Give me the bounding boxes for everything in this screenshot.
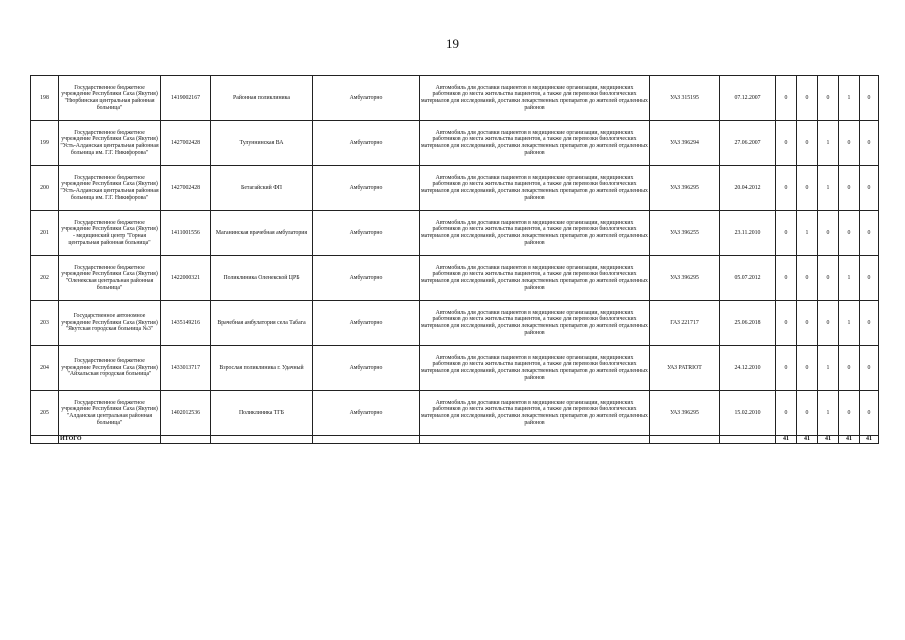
cell-count-3: 0 bbox=[818, 301, 839, 346]
cell-care-type: Амбулаторно bbox=[313, 256, 420, 301]
total-v2: 41 bbox=[797, 436, 818, 444]
cell-vehicle-purpose: Автомобиль для доставки пациентов в медицинские организации, медицинских работников до места жительства пациентов, а также для перевозки биологических материалов для исследований, доставки лекарственных препаратов до жителей отдаленных районов bbox=[420, 211, 650, 256]
cell-vehicle-purpose: Автомобиль для доставки пациентов в медицинские организации, медицинских работников до места жительства пациентов, а также для перевозки биологических материалов для исследований, доставки лекарственных препаратов до жителей отдаленных районов bbox=[420, 166, 650, 211]
cell-count-2: 0 bbox=[797, 256, 818, 301]
cell-vehicle-date: 20.04.2012 bbox=[720, 166, 776, 211]
cell-row-number: 205 bbox=[31, 391, 59, 436]
cell-row-number: 199 bbox=[31, 121, 59, 166]
cell-department: Поликлиника Оленекской ЦРБ bbox=[211, 256, 313, 301]
cell-count-2: 0 bbox=[797, 301, 818, 346]
cell-count-3: 0 bbox=[818, 256, 839, 301]
cell-care-type: Амбулаторно bbox=[313, 76, 420, 121]
cell-vehicle-model: ГАЗ 221717 bbox=[650, 301, 720, 346]
table-row bbox=[31, 346, 879, 391]
cell-inn: 1427002428 bbox=[161, 166, 211, 211]
cell-count-5: 0 bbox=[860, 76, 879, 121]
cell-count-2: 0 bbox=[797, 121, 818, 166]
vehicle-registry-table bbox=[30, 75, 879, 444]
cell-vehicle-purpose: Автомобиль для доставки пациентов в медицинские организации, медицинских работников до места жительства пациентов, а также для перевозки биологических материалов для исследований, доставки лекарственных препаратов до жителей отдаленных районов bbox=[420, 301, 650, 346]
cell-vehicle-date: 24.12.2010 bbox=[720, 346, 776, 391]
cell-department: Врачебная амбулатория села Табага bbox=[211, 301, 313, 346]
cell-inn: 1435149216 bbox=[161, 301, 211, 346]
cell-care-type: Амбулаторно bbox=[313, 121, 420, 166]
cell-row-number: 202 bbox=[31, 256, 59, 301]
cell-vehicle-purpose: Автомобиль для доставки пациентов в медицинские организации, медицинских работников до места жительства пациентов, а также для перевозки биологических материалов для исследований, доставки лекарственных препаратов до жителей отдаленных районов bbox=[420, 121, 650, 166]
total-row bbox=[31, 436, 879, 444]
cell-vehicle-date: 27.06.2007 bbox=[720, 121, 776, 166]
cell-count-2: 0 bbox=[797, 391, 818, 436]
total-v3: 41 bbox=[818, 436, 839, 444]
cell-row-number: 201 bbox=[31, 211, 59, 256]
cell-vehicle-date: 23.11.2010 bbox=[720, 211, 776, 256]
total-label: ИТОГО bbox=[59, 436, 161, 444]
cell-count-4: 0 bbox=[839, 166, 860, 211]
cell-count-4: 1 bbox=[839, 256, 860, 301]
cell-count-1: 0 bbox=[776, 256, 797, 301]
cell-organization-name: Государственное автономное учреждение Республики Саха (Якутия) "Якутская городская больница №3" bbox=[59, 301, 161, 346]
cell-department: Поликлиника ТГБ bbox=[211, 391, 313, 436]
cell-empty bbox=[211, 436, 313, 444]
cell-count-1: 0 bbox=[776, 346, 797, 391]
cell-count-1: 0 bbox=[776, 76, 797, 121]
cell-count-3: 1 bbox=[818, 346, 839, 391]
cell-empty bbox=[720, 436, 776, 444]
cell-count-5: 0 bbox=[860, 121, 879, 166]
cell-inn: 1433013717 bbox=[161, 346, 211, 391]
cell-care-type: Амбулаторно bbox=[313, 166, 420, 211]
table-row bbox=[31, 121, 879, 166]
cell-inn: 1427002428 bbox=[161, 121, 211, 166]
cell-care-type: Амбулаторно bbox=[313, 346, 420, 391]
cell-department: Маганинская врачебная амбулатория bbox=[211, 211, 313, 256]
cell-inn: 1419002167 bbox=[161, 76, 211, 121]
table-row bbox=[31, 166, 879, 211]
cell-count-1: 0 bbox=[776, 301, 797, 346]
cell-inn: 1402012536 bbox=[161, 391, 211, 436]
cell-organization-name: Государственное бюджетное учреждение Республики Саха (Якутия) "Оленекская центральная районная больница" bbox=[59, 256, 161, 301]
cell-care-type: Амбулаторно bbox=[313, 391, 420, 436]
cell-row-number: 203 bbox=[31, 301, 59, 346]
cell-empty bbox=[650, 436, 720, 444]
cell-count-4: 1 bbox=[839, 301, 860, 346]
cell-vehicle-purpose: Автомобиль для доставки пациентов в медицинские организации, медицинских работников до места жительства пациентов, а также для перевозки биологических материалов для исследований, доставки лекарственных препаратов до жителей отдаленных районов bbox=[420, 76, 650, 121]
cell-count-5: 0 bbox=[860, 211, 879, 256]
cell-empty bbox=[313, 436, 420, 444]
cell-count-5: 0 bbox=[860, 256, 879, 301]
cell-count-4: 1 bbox=[839, 76, 860, 121]
cell-count-3: 1 bbox=[818, 121, 839, 166]
cell-count-3: 1 bbox=[818, 391, 839, 436]
cell-empty bbox=[31, 436, 59, 444]
cell-count-4: 0 bbox=[839, 346, 860, 391]
cell-count-1: 0 bbox=[776, 211, 797, 256]
cell-organization-name: Государственное бюджетное учреждение Республики Саха (Якутия) "Алданская центральная районная больница" bbox=[59, 391, 161, 436]
cell-count-5: 0 bbox=[860, 346, 879, 391]
cell-organization-name: Государственное бюджетное учреждение Республики Саха (Якутия) - медицинский центр "Горная центральная районная больница" bbox=[59, 211, 161, 256]
total-v4: 41 bbox=[839, 436, 860, 444]
cell-vehicle-model: УАЗ PATRIOT bbox=[650, 346, 720, 391]
cell-count-5: 0 bbox=[860, 166, 879, 211]
cell-count-5: 0 bbox=[860, 301, 879, 346]
cell-department: Взрослая поликлиника г. Удачный bbox=[211, 346, 313, 391]
total-v1: 41 bbox=[776, 436, 797, 444]
cell-care-type: Амбулаторно bbox=[313, 211, 420, 256]
cell-vehicle-purpose: Автомобиль для доставки пациентов в медицинские организации, медицинских работников до места жительства пациентов, а также для перевозки биологических материалов для исследований, доставки лекарственных препаратов до жителей отдаленных районов bbox=[420, 256, 650, 301]
cell-count-3: 0 bbox=[818, 211, 839, 256]
cell-inn: 1422000321 bbox=[161, 256, 211, 301]
cell-count-5: 0 bbox=[860, 391, 879, 436]
cell-vehicle-date: 15.02.2010 bbox=[720, 391, 776, 436]
cell-count-4: 0 bbox=[839, 211, 860, 256]
cell-organization-name: Государственное бюджетное учреждение Республики Саха (Якутия) "Айхальская городская больница" bbox=[59, 346, 161, 391]
cell-row-number: 198 bbox=[31, 76, 59, 121]
cell-vehicle-purpose: Автомобиль для доставки пациентов в медицинские организации, медицинских работников до места жительства пациентов, а также для перевозки биологических материалов для исследований, доставки лекарственных препаратов до жителей отдаленных районов bbox=[420, 346, 650, 391]
cell-inn: 1411001556 bbox=[161, 211, 211, 256]
cell-vehicle-model: УАЗ 396294 bbox=[650, 121, 720, 166]
cell-vehicle-model: УАЗ 396255 bbox=[650, 211, 720, 256]
cell-row-number: 200 bbox=[31, 166, 59, 211]
table-row bbox=[31, 301, 879, 346]
cell-count-2: 1 bbox=[797, 211, 818, 256]
cell-department: Бетагайский ФП bbox=[211, 166, 313, 211]
cell-vehicle-model: УАЗ 315195 bbox=[650, 76, 720, 121]
cell-vehicle-date: 25.06.2018 bbox=[720, 301, 776, 346]
cell-vehicle-model: УАЗ 396295 bbox=[650, 256, 720, 301]
cell-count-4: 0 bbox=[839, 391, 860, 436]
table-body bbox=[31, 76, 879, 444]
cell-organization-name: Государственное бюджетное учреждение Республики Саха (Якутия) "Усть-Алданская центральная районная больница им. Г.Г. Никифорова" bbox=[59, 166, 161, 211]
cell-department: Районная поликлиника bbox=[211, 76, 313, 121]
cell-count-3: 1 bbox=[818, 166, 839, 211]
table-row bbox=[31, 391, 879, 436]
cell-empty bbox=[420, 436, 650, 444]
cell-row-number: 204 bbox=[31, 346, 59, 391]
cell-vehicle-date: 05.07.2012 bbox=[720, 256, 776, 301]
table-row bbox=[31, 76, 879, 121]
cell-care-type: Амбулаторно bbox=[313, 301, 420, 346]
cell-count-3: 0 bbox=[818, 76, 839, 121]
page-number: 19 bbox=[446, 36, 459, 51]
cell-vehicle-purpose: Автомобиль для доставки пациентов в медицинские организации, медицинских работников до места жительства пациентов, а также для перевозки биологических материалов для исследований, доставки лекарственных препаратов до жителей отдаленных районов bbox=[420, 391, 650, 436]
cell-organization-name: Государственное бюджетное учреждение Республики Саха (Якутия) "Усть-Алданская центральная районная больница им. Г.Г. Никифорова" bbox=[59, 121, 161, 166]
cell-count-1: 0 bbox=[776, 391, 797, 436]
table-row bbox=[31, 256, 879, 301]
cell-count-2: 0 bbox=[797, 76, 818, 121]
table-row bbox=[31, 211, 879, 256]
cell-count-2: 0 bbox=[797, 346, 818, 391]
cell-organization-name: Государственное бюджетное учреждение Республики Саха (Якутия) "Нюрбинская центральная районная больница" bbox=[59, 76, 161, 121]
cell-count-2: 0 bbox=[797, 166, 818, 211]
cell-empty bbox=[161, 436, 211, 444]
cell-count-1: 0 bbox=[776, 121, 797, 166]
cell-department: Тулуннинская ВА bbox=[211, 121, 313, 166]
cell-vehicle-model: УАЗ 396295 bbox=[650, 391, 720, 436]
cell-vehicle-model: УАЗ 396295 bbox=[650, 166, 720, 211]
cell-vehicle-date: 07.12.2007 bbox=[720, 76, 776, 121]
cell-count-4: 0 bbox=[839, 121, 860, 166]
cell-count-1: 0 bbox=[776, 166, 797, 211]
total-v5: 41 bbox=[860, 436, 879, 444]
